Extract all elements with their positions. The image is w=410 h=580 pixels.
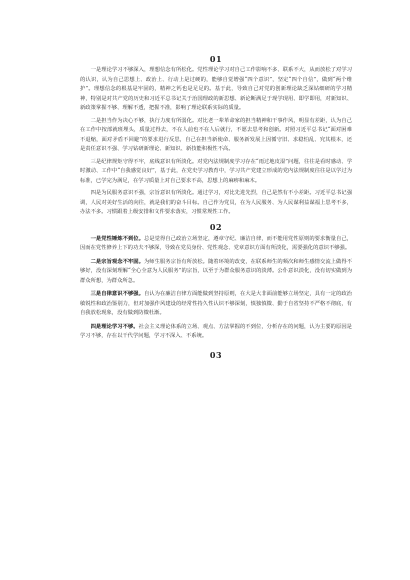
section-number: 01	[209, 54, 223, 64]
paragraph-text: 为师生服务宗旨有所放松。随着环境的改变，在联系师生的频次和师生感情交流上做得不够好，没有深刻理解“全心全意为人民服务”的宗旨，以至于为群众服务意识的淡薄。公仆意识淡化，没有切实做到为群众所想，为群众所急。	[80, 258, 352, 284]
section-one	[80, 66, 352, 218]
paragraph	[80, 323, 352, 342]
paragraph	[80, 117, 352, 155]
section-number: 02	[209, 221, 223, 232]
paragraph-text: 三是纪律规矩守得不牢，底线意识有所淡化。对党内法规制度学习存在“雨过地皮湿”问题，往往是看时感动、学时激动、工作中“自我感觉良好”，基于此，在党史学习教育中，学习共产党建立形成的党内法规制度往往是以学过为标准，已学完为满足，在学习质量上对自己要求不高，思想上的麻痹和麻木。	[80, 158, 352, 184]
paragraph	[80, 258, 352, 287]
paragraph-text: 总是觉得自己政治立场坚定，遵章守纪、廉洁自律，而不能用党性原则的要求衡量自己，因而在党性修养上下的功夫不够深，导致在党员身份、党性观念、党章意识方面有所淡化，需要强化的意识不够强。	[80, 235, 352, 251]
paragraph-text: 社会主义理论体系的立场、观点、方法掌握的不到位，分析存在的问题，认为主要的原因是学习不够，存在以干代学问题，学习不深入、不系统。	[80, 323, 352, 339]
paragraph-text: 自认为在廉洁自律方面能做到坚持原则，在大是大非面前能够立场坚定，具有一定的政治敏锐性和政治鉴别力，但对加强作风建设的经常性持久性认识不够深刻，慎独慎微、勤于自省坚持不严格不彻底，有自我放松现象，没有做到防微杜渐。	[80, 291, 352, 316]
paragraph-lead: 一是党性锤炼不到位。	[90, 235, 144, 242]
section-number: 03	[209, 349, 223, 360]
paragraph	[80, 189, 352, 218]
paragraph-text: 四是为民服务意识不强，宗旨意识有所淡化。通过学习，对比先进先烈，自己是然有不小差距。习近平总书记强调，人民对美好生活的向往，就是我们的奋斗目标。自己作为党员，在为人民服务、为人民谋利益谋福上思考不多，办法不多。习惯跟着上级安排和文件要求落实，习惯常规性工作。	[80, 190, 352, 215]
paragraph	[80, 290, 352, 319]
paragraph	[80, 66, 352, 114]
section-two	[80, 235, 352, 342]
paragraph-text: 二是担当作为决心不够，执行力度有所弱化。对比老一辈革命家的担当精神和干事作风，明显有差距，认为自己在工作中按部就班埋头，质量过得去，不在人前也不在人后就行，不愿去思考和创新。对照习近平总书记“面对困难不退缩，面对矛盾不回避”的要求进行反思，自己在担当新使命、服务新发展上因循守旧、求稳怕乱、究其根本，还是责任意识不强、学习钻研新理论、新知识、新技能积极性不高。	[80, 117, 352, 152]
paragraph-lead: 二是宗旨观念不牢固。	[90, 258, 144, 265]
paragraph-lead: 三是自律意识不够强。	[90, 291, 144, 297]
paragraph-text: 一是理论学习不够深入，理想信念有所松化。党性理论学习对自己工作影响不多、联系不大，从而放松了对学习的认识，认为自己思想上、政治上、行动上是过硬的，能够自觉增强“四个意识”，坚定“四个自信”，做到“两个维护”。理想信念的根基是牢固的，精神之钙也是足足的。基于此，导致自己对党的创新理论缺乏深钻细研的学习精神，特别是对共产党的历史和习近平总书记关于治国理政的新思想、新论断满足于现学现用、即学即用，对新知识、新政策掌握不够、理解不透，把握不准，影响了理论联系实际的质量。	[80, 67, 352, 111]
paragraph	[80, 158, 352, 187]
paragraph-lead: 四是理论学习不够。	[90, 323, 139, 330]
paragraph	[80, 235, 352, 254]
